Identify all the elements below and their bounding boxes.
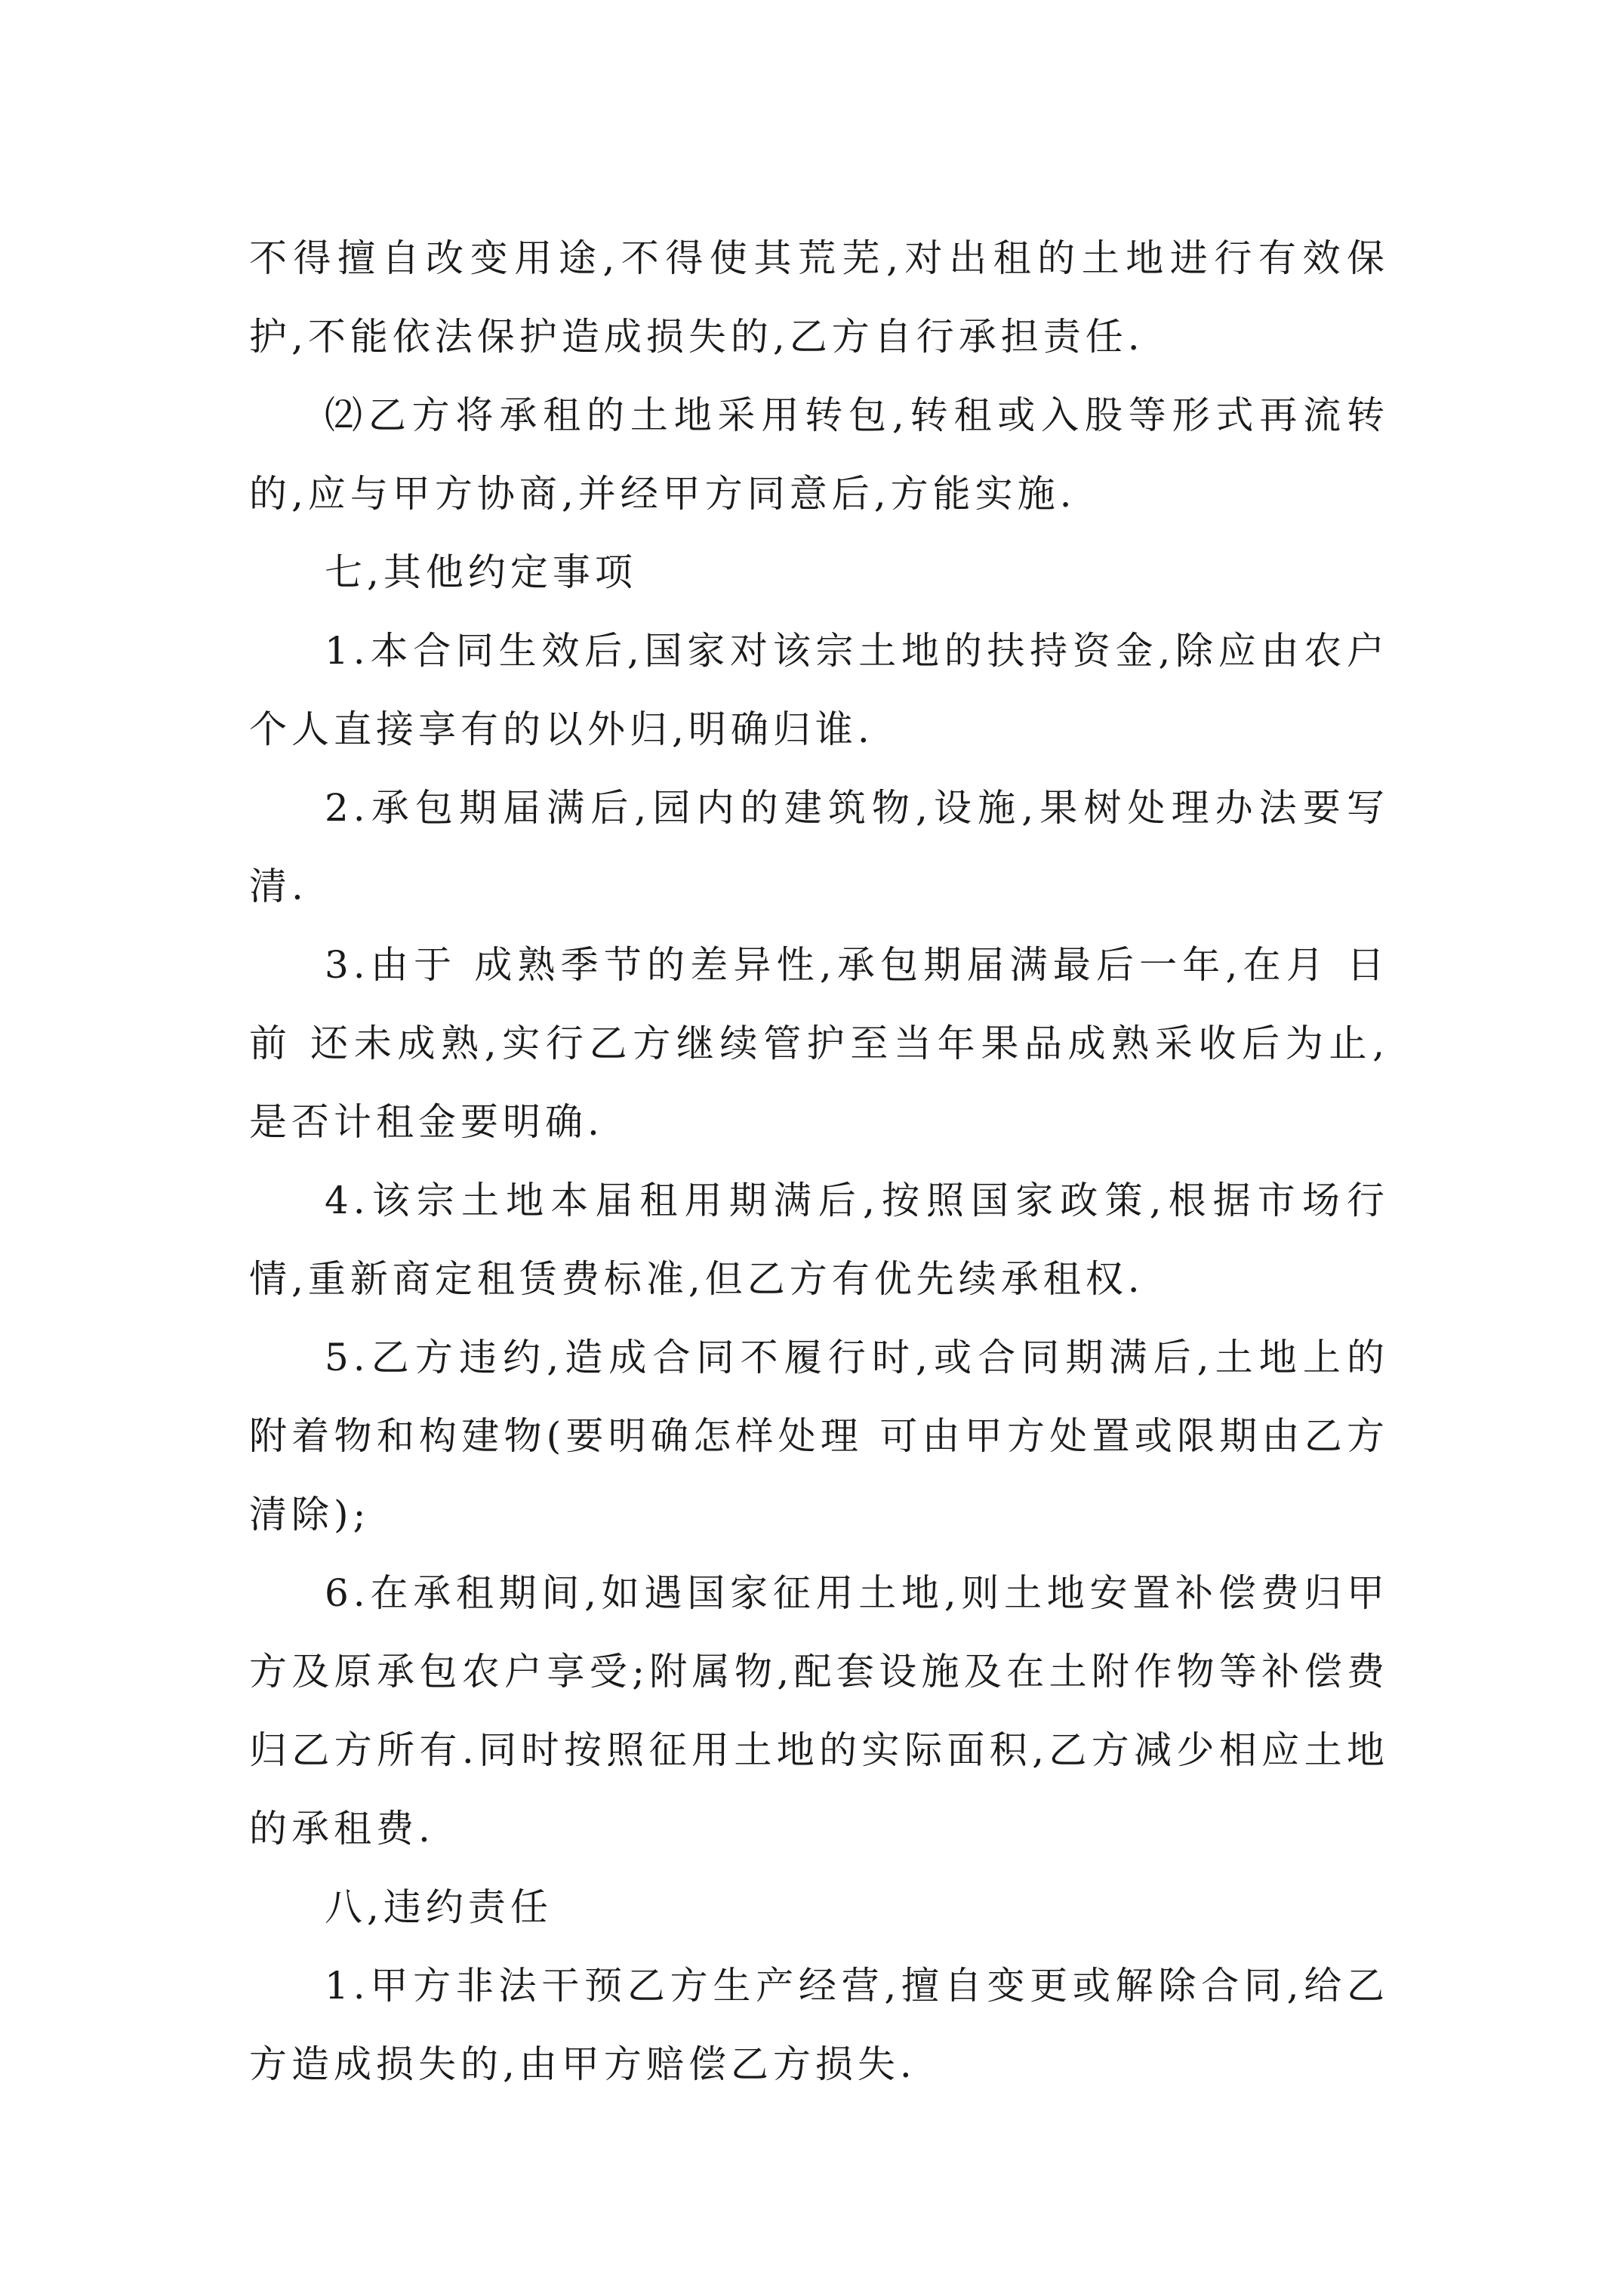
paragraph-item-4: 4.该宗土地本届租用期满后,按照国家政策,根据市场行情,重新商定租赁费标准,但乙方有优先续承租权. [249,1179,1389,1301]
section-heading-breach-liability: 八,违约责任 [325,1885,553,1929]
paragraph-item-5: 5.乙方违约,造成合同不履行时,或合同期满后,土地上的附着物和构建物(要明确怎样处理 可由甲方处置或限期由乙方清除); [249,1336,1389,1536]
paragraph-item-1: 1.本合同生效后,国家对该宗土地的扶持资金,除应由农户个人直接享有的以外归,明确归谁. [249,629,1389,751]
paragraph-item-6: 6.在承租期间,如遇国家征用土地,则土地安置补偿费归甲方及原承包农户享受;附属物,配套设施及在土附作物等补偿费归乙方所有.同时按照征用土地的实际面积,乙方减少相应土地的承租费. [249,1571,1389,1851]
paragraph-subletting-clause: ⑵乙方将承租的土地采用转包,转租或入股等形式再流转的,应与甲方协商,并经甲方同意后,方能实施. [249,393,1389,516]
paragraph-continuation: 不得擅自改变用途,不得使其荒芜,对出租的土地进行有效保护,不能依法保护造成损失的,乙方自行承担责任. [249,236,1389,359]
document-body [249,219,1389,2103]
paragraph-item-3: 3.由于 成熟季节的差异性,承包期届满最后一年,在月 日前 还未成熟,实行乙方继续管护至当年果品成熟采收后为止,是否计租金要明确. [249,943,1389,1144]
section-heading-other-terms: 七,其他约定事项 [325,550,637,594]
paragraph-breach-item-1: 1.甲方非法干预乙方生产经营,擅自变更或解除合同,给乙方造成损失的,由甲方赔偿乙方损失. [249,1964,1389,2086]
paragraph-item-2: 2.承包期届满后,园内的建筑物,设施,果树处理办法要写清. [249,786,1389,908]
